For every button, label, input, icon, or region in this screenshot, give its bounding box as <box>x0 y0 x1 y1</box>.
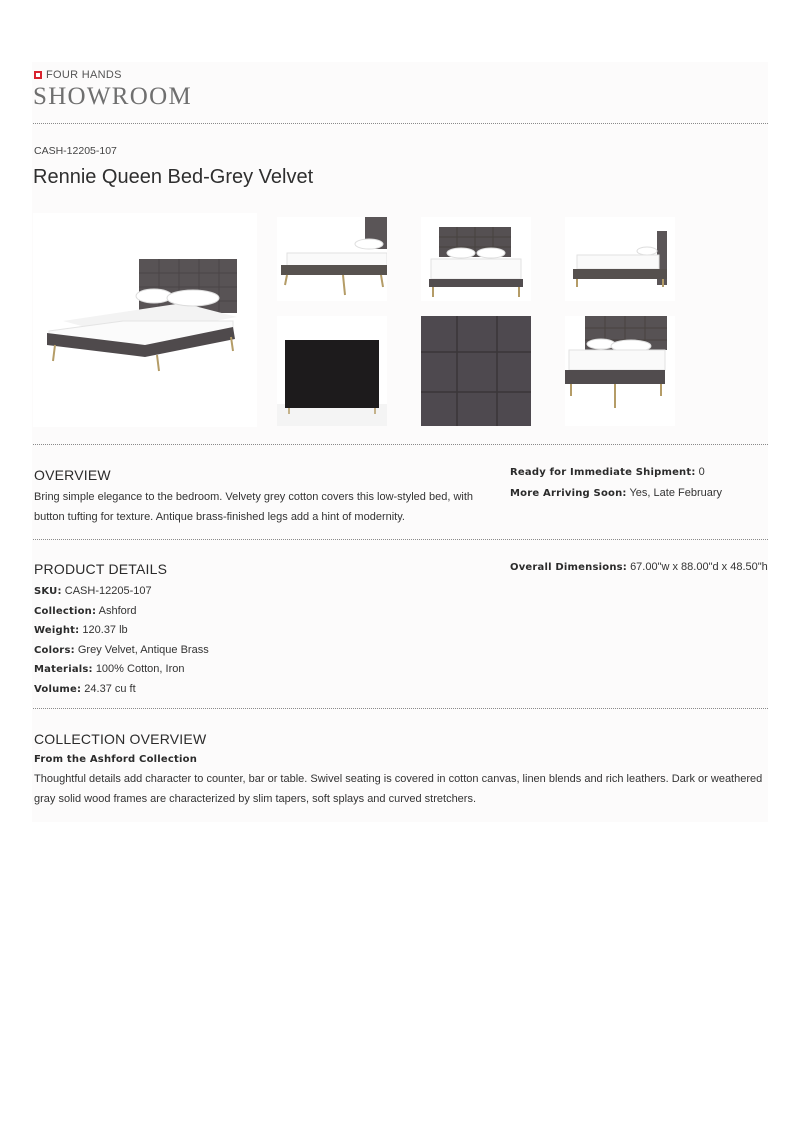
bed-angle-detail-photo <box>565 316 675 426</box>
product-code: CASH-12205-107 <box>34 145 117 157</box>
detail-label: Materials: <box>34 664 93 676</box>
detail-value: Grey Velvet, Antique Brass <box>77 643 209 656</box>
detail-label: Collection: <box>34 605 97 617</box>
overview-heading: OVERVIEW <box>34 467 111 483</box>
arriving-soon-label: More Arriving Soon: <box>510 487 627 499</box>
bed-side-view-photo <box>565 217 675 301</box>
bed-front-view-photo <box>421 217 531 301</box>
ready-shipment-label: Ready for Immediate Shipment: <box>510 467 696 478</box>
dimensions-value: 67.00"w x 88.00"d x 48.50"h <box>630 561 768 573</box>
overview-text <box>34 487 504 527</box>
detail-label: SKU: <box>34 586 62 597</box>
velvet-swatch-photo <box>421 316 531 426</box>
bed-side-cropped-photo <box>277 217 387 301</box>
dimensions-row <box>510 558 768 578</box>
arriving-soon-value: Yes, Late February <box>629 486 723 499</box>
divider <box>33 444 768 445</box>
detail-row-volume <box>34 680 209 700</box>
detail-label: Colors: <box>34 644 75 656</box>
dimensions-label: Overall Dimensions: <box>510 562 627 573</box>
detail-row-materials <box>34 660 209 680</box>
detail-value: 120.37 lb <box>82 624 128 637</box>
showroom-wordmark: SHOWROOM <box>33 83 193 110</box>
availability-info <box>510 463 722 503</box>
detail-row-colors <box>34 641 209 661</box>
brand-name: FOUR HANDS <box>46 69 122 81</box>
headboard-back-photo <box>277 316 387 426</box>
brand-square-icon <box>34 71 42 79</box>
divider <box>33 539 768 540</box>
product-title: Rennie Queen Bed-Grey Velvet <box>33 166 314 188</box>
brand-logo <box>34 69 122 81</box>
detail-value: CASH-12205-107 <box>64 585 152 597</box>
collection-line: Thoughtful details add character to counter, bar or table. Swivel seating is covered in cotton canvas, linen blends and rich leathers. Dark or weathered <box>34 773 763 785</box>
overview-line: Bring simple elegance to the bedroom. Velvety grey cotton covers this low-styled bed, with <box>34 491 474 503</box>
divider <box>33 708 768 709</box>
detail-value: 24.37 cu ft <box>84 682 136 695</box>
collection-subheading: From the Ashford Collection <box>34 754 198 765</box>
detail-label: Weight: <box>34 625 80 637</box>
detail-label: Volume: <box>34 683 82 695</box>
ready-shipment-row <box>510 463 722 483</box>
detail-value: Ashford <box>98 604 137 617</box>
detail-value: 100% Cotton, Iron <box>95 663 185 676</box>
bed-angle-view-photo <box>33 213 257 427</box>
overall-dimensions <box>510 558 768 578</box>
detail-row-weight <box>34 621 209 641</box>
collection-line: gray solid wood frames are characterized by slim tapers, soft splays and curved stretchers. <box>34 793 477 805</box>
detail-row-collection <box>34 602 209 622</box>
product-details-list <box>34 582 209 700</box>
detail-row-sku <box>34 582 209 602</box>
collection-overview-heading: COLLECTION OVERVIEW <box>34 731 207 747</box>
arriving-soon-row <box>510 484 722 504</box>
overview-line: button tufting for texture. Antique brass-finished legs add a hint of modernity. <box>34 511 405 523</box>
product-details-heading: PRODUCT DETAILS <box>34 561 168 577</box>
divider <box>33 123 768 124</box>
ready-shipment-value: 0 <box>698 466 705 478</box>
collection-text <box>34 769 770 809</box>
